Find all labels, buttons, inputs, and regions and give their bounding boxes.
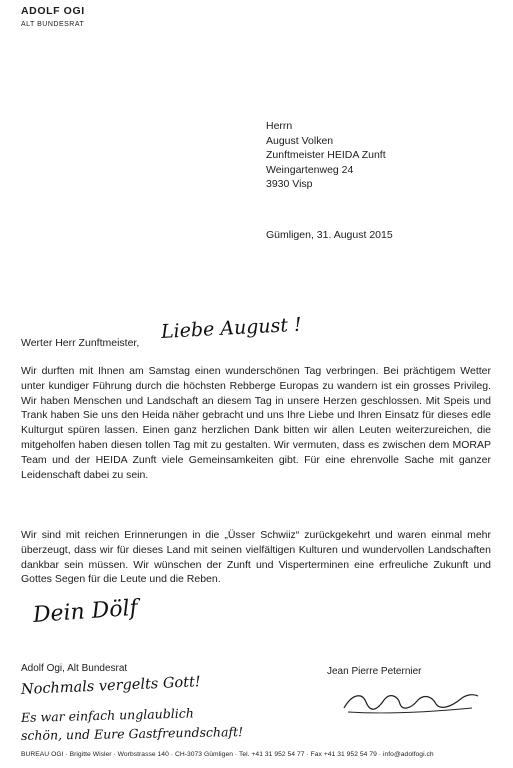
handwritten-salutation: Liebe August ! [160, 313, 303, 343]
recipient-line: Herrn [266, 120, 293, 132]
recipient-address [266, 119, 386, 192]
letterhead-title: ALT BUNDESRAT [21, 21, 85, 28]
signatory-left: Adolf Ogi, Alt Bundesrat [21, 663, 128, 674]
signature-scribble [340, 686, 480, 718]
body-paragraph: Wir sind mit reichen Erinnerungen in die „Üsser Schwiiz“ zurückgekehrt und waren einmal mehr überzeugt, dass wir für dieses Land mit seinen vielfältigen Kulturen und wundervollen Landschaften dankbar sein müssen. Wir wünschen der Zunft und Visperterminen eine erfreuliche Zukunft und Gottes Segen für die Leute und die Reben. [21, 529, 491, 586]
letter-date: Gümligen, 31. August 2015 [266, 229, 393, 241]
handwritten-note-line: Es war einfach unglaublich [20, 705, 194, 725]
recipient-line: 3930 Visp [266, 178, 313, 191]
signatory-right: Jean Pierre Peternier [327, 666, 422, 677]
handwritten-signature: Dein Dölf [32, 595, 139, 628]
handwritten-note-line: schön, und Eure Gastfreundschaft! [20, 724, 244, 743]
recipient-line: Weingartenweg 24 [266, 163, 354, 176]
recipient-line: Zunftmeister HEIDA Zunft [266, 149, 386, 162]
salutation: Werter Herr Zunftmeister, [21, 337, 140, 349]
footer-contact: BUREAU OGI · Brigitte Wisler · Worbstrasse 140 · CH-3073 Gümligen · Tel. +41 31 952 54 77 · Fax +41 31 952 54 79 · info@adolfogi.ch [21, 751, 434, 758]
letterhead-name: ADOLF OGI [21, 5, 85, 17]
recipient-line: August Volken [266, 134, 334, 147]
body-paragraph: Wir durften mit Ihnen am Samstag einen wunderschönen Tag verbringen. Bei prächtigem Wetter unter kundiger Führung durch die höchsten Rebberge Europas zu wandern ist ein grosses Privileg. Wir haben Menschen und Landschaft an diesem Tag in unsere Herzen geschlossen. Mit Speis und Trank haben Sie uns den Heida näher gebracht und uns Ihre Liebe und Ihren Einsatz für dieses edle Kulturgut spüren lassen. Einen ganz herzlichen Dank bitten wir allen Leuten weiterzureichen, die mitgeholfen haben diesen tollen Tag mit zu gestalten. Wir vermuten, dass es zwischen dem MORAP Team und der HEIDA Zunft viele Gemeinsamkeiten gibt. Für eine ehrenvolle Sache mit ganzer Leidenschaft dabei zu sein. [21, 365, 491, 481]
handwritten-note-line: Nochmals vergelts Gott! [20, 674, 202, 698]
